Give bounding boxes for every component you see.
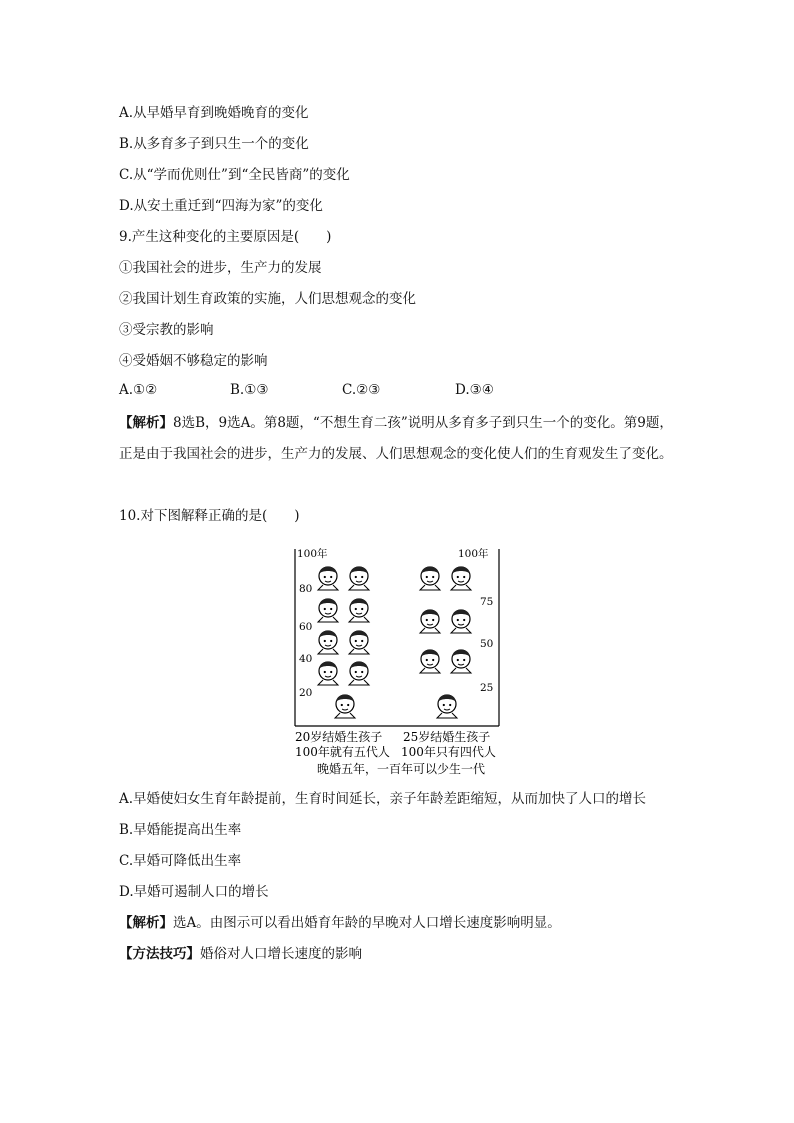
left-axis-label-40: 40 <box>299 653 313 665</box>
q9-stem: 9.产生这种变化的主要原因是( ) <box>119 229 332 245</box>
q10-option-b: B.早婚能提高出生率 <box>119 822 242 838</box>
analysis-2 <box>119 913 561 933</box>
q8-option-c: C.从“学而优则仕”到“全民皆商”的变化 <box>119 167 350 183</box>
left-axis-label-80: 80 <box>299 583 313 595</box>
left-axis-label-100: 100年 <box>297 548 328 560</box>
q9-item-2: ②我国计划生育政策的实施，人们思想观念的变化 <box>119 291 416 307</box>
q8-option-d: D.从安土重迁到“四海为家”的变化 <box>119 198 323 214</box>
right-axis-label-100: 100年 <box>458 548 489 560</box>
q8-option-b: B.从多育多子到只生一个的变化 <box>119 136 309 152</box>
right-axis-label-25: 25 <box>480 682 494 694</box>
q8-option-a: A.从早婚早育到晚婚晚育的变化 <box>119 105 309 121</box>
analysis-2-text: 选A。由图示可以看出婚育年龄的早晚对人口增长速度影响明显。 <box>173 915 561 931</box>
q9-option-a: A.①② <box>119 382 158 398</box>
analysis-text: 8选B，9选A。第8题，“不想生育二孩”说明从多育多子到只生一个的变化。第9题，正是由于我国社会的进步，生产力的发展、人们思想观念的变化使人们的生育观发生了变化。 <box>119 415 673 462</box>
analysis-label: 【解析】 <box>119 415 173 431</box>
q9-option-b: B.①③ <box>230 382 269 398</box>
caption-right-2: 100年只有四代人 <box>401 745 496 759</box>
right-axis-label-75: 75 <box>480 596 494 608</box>
method-tips <box>119 944 362 964</box>
q9-options <box>119 382 679 404</box>
q9-item-1: ①我国社会的进步，生产力的发展 <box>119 260 322 276</box>
method-tips-label: 【方法技巧】 <box>119 946 200 962</box>
analysis-2-label: 【解析】 <box>119 915 173 931</box>
caption-bottom: 晚婚五年，一百年可以少生一代 <box>317 762 486 776</box>
method-tips-text: 婚俗对人口增长速度的影响 <box>200 946 362 962</box>
left-axis-label-60: 60 <box>299 621 313 633</box>
q9-item-4: ④受婚姻不够稳定的影响 <box>119 353 268 369</box>
caption-right-1: 25岁结婚生孩子 <box>403 730 491 744</box>
q9-item-3: ③受宗教的影响 <box>119 322 214 338</box>
analysis-1 <box>119 408 675 470</box>
q9-option-d: D.③④ <box>455 382 494 398</box>
left-axis-label-20: 20 <box>299 687 313 699</box>
q10-option-d: D.早婚可遏制人口的增长 <box>119 884 269 900</box>
caption-left-2: 100年就有五代人 <box>295 745 390 759</box>
q9-option-c: C.②③ <box>342 382 381 398</box>
generations-figure <box>283 543 513 779</box>
q10-option-c: C.早婚可降低出生率 <box>119 853 242 869</box>
right-axis-label-50: 50 <box>480 638 494 650</box>
caption-left-1: 20岁结婚生孩子 <box>295 730 383 744</box>
q10-option-a: A.早婚使妇女生育年龄提前，生育时间延长，亲子年龄差距缩短，从而加快了人口的增长 <box>119 791 647 807</box>
q10-stem: 10.对下图解释正确的是( ) <box>119 508 300 524</box>
